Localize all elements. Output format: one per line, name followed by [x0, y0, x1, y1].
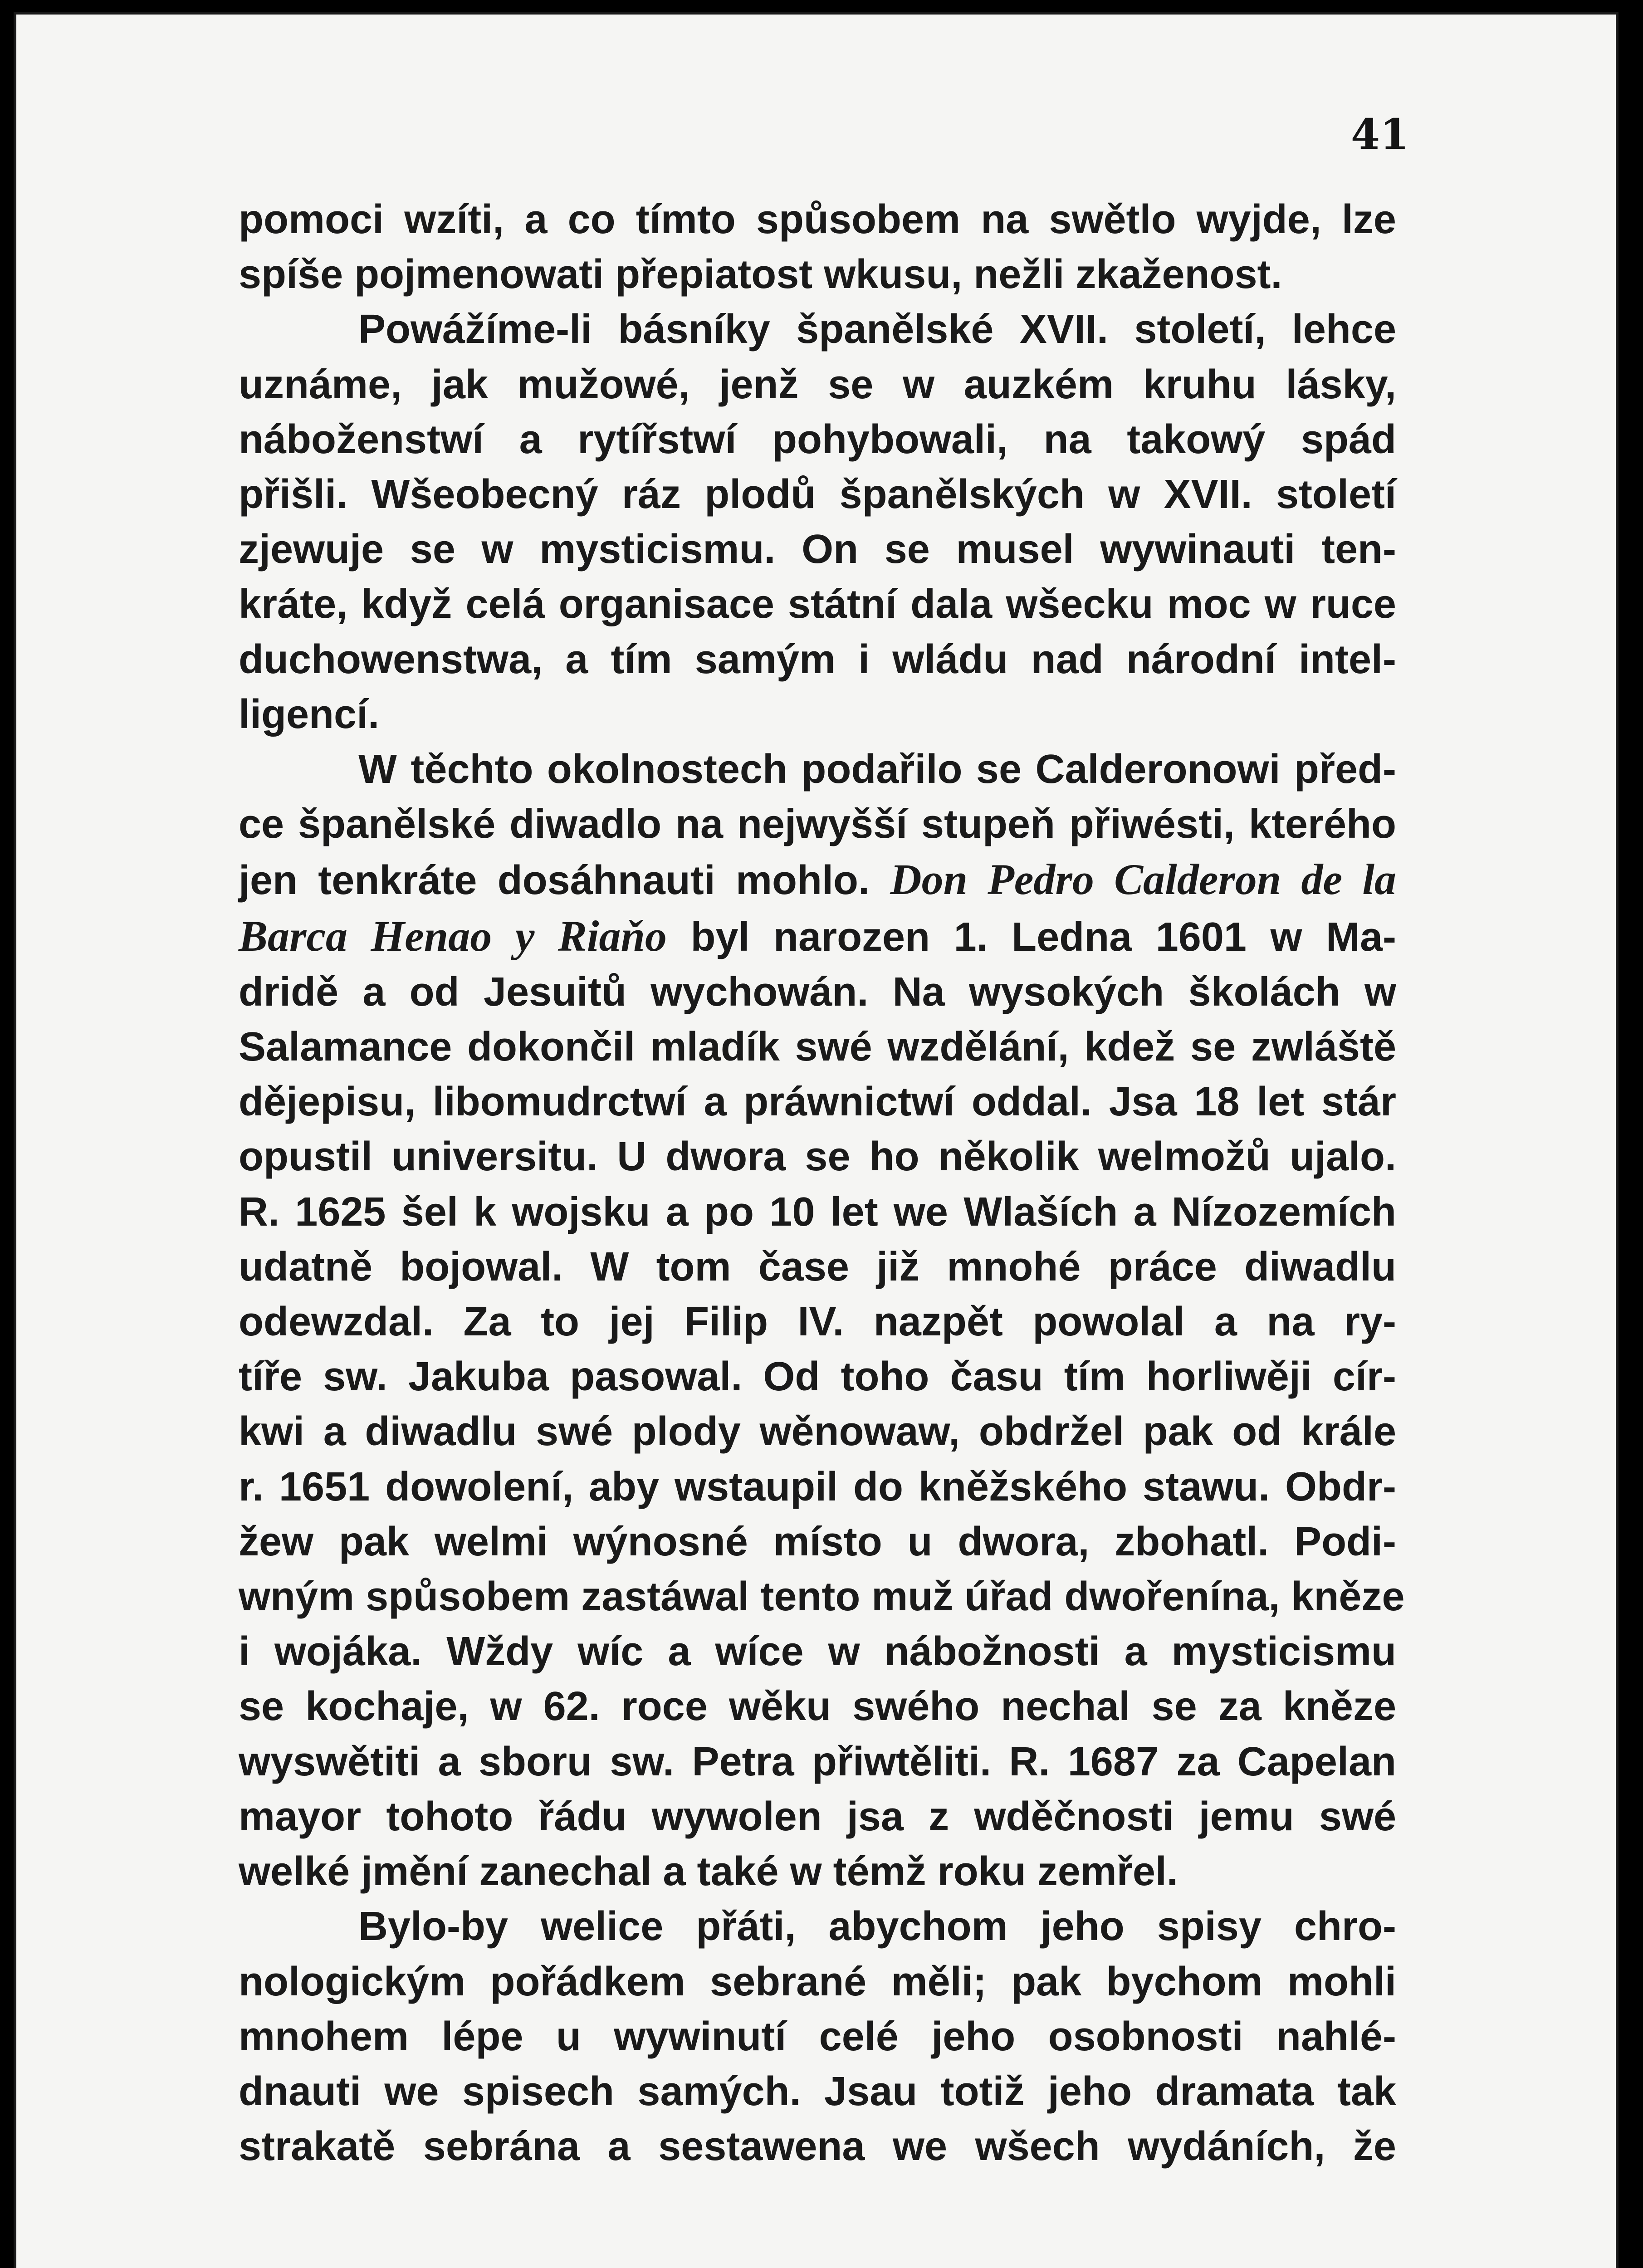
text-line: zjewuje se w mysticismu. On se musel wywinauti ten-	[239, 527, 1396, 572]
text-line: dridě a od Jesuitů wychowán. Na wysokých školách w	[239, 969, 1396, 1015]
text-fragment: jen tenkráte dosáhnauti mohlo.	[239, 858, 870, 904]
book-page	[14, 12, 1619, 2268]
paragraph-3	[239, 742, 1405, 1899]
text-line: spíše pojmenowati přepiatost wkusu, nežli zkaženost.	[239, 252, 1282, 298]
text-line: náboženstwí a rytířstwí pohybowali, na takowý spád	[239, 416, 1396, 462]
text-line: Salamance dokončil mladík swé wzdělání, kdež se zwláště	[239, 1024, 1396, 1070]
text-line: kráte, když celá organisace státní dala wšecku moc w ruce	[239, 582, 1396, 627]
text-line: dějepisu, libomudrctwí a práwnictwí oddal. Jsa 18 let stár	[239, 1079, 1396, 1125]
text-line: dnauti we spisech samých. Jsau totiž jeho dramata tak	[239, 2068, 1396, 2114]
text-line: Powážíme-li básníky španělské XVII. století, lehce	[358, 307, 1396, 352]
text-line: i wojáka. Wždy wíc a wíce w nábožnosti a mysticismu	[239, 1629, 1396, 1675]
text-line: žew pak welmi wýnosné místo u dwora, zbohatl. Podi-	[239, 1519, 1396, 1564]
text-line: uznáme, jak mužowé, jenž se w auzkém kruhu lásky,	[239, 362, 1396, 407]
text-line: mnohem lépe u wywinutí celé jeho osobnosti nahlé-	[239, 2014, 1396, 2059]
text-line: nologickým pořádkem sebrané měli; pak bychom mohli	[239, 1959, 1396, 2004]
body-text	[239, 192, 1405, 2174]
paragraph-2	[239, 302, 1396, 742]
text-line: kwi a diwadlu swé plody wěnowaw, obdržel pak od krále	[239, 1409, 1396, 1455]
text-line: R. 1625 šel k wojsku a po 10 let we Wlaších a Nízozemích	[239, 1189, 1396, 1235]
page-number: 41	[1350, 110, 1409, 159]
text-line: mayor tohoto řádu wywolen jsa z wděčnosti jemu swé	[239, 1794, 1396, 1839]
text-line: W těchto okolnostech podařilo se Calderonowi před-	[358, 747, 1396, 792]
text-line: ce španělské diwadlo na nejwyšší stupeň přiwésti, kterého	[239, 802, 1396, 847]
text-line: strakatě sebrána a sestawena we wšech wydáních, že	[239, 2124, 1396, 2170]
text-line: odewzdal. Za to jej Filip IV. nazpět powolal a na ry-	[239, 1299, 1396, 1345]
text-line: welké jmění zanechal a také w témž roku zemřel.	[239, 1849, 1178, 1895]
text-fragment: byl narozen 1. Ledna 1601 w Ma-	[690, 914, 1397, 960]
italic-name: Barca Henao y Riaňo	[239, 911, 667, 960]
text-line: přišli. Wšeobecný ráz plodů španělských w XVII. století	[239, 472, 1396, 518]
text-line	[239, 909, 1396, 965]
text-line: tíře sw. Jakuba pasowal. Od toho času tím horliwěji cír-	[239, 1354, 1396, 1400]
text-line: r. 1651 dowolení, aby wstaupil do kněžského stawu. Obdr-	[239, 1464, 1396, 1510]
paragraph-1	[239, 192, 1396, 302]
text-line: opustil universitu. U dwora se ho několik welmožů ujalo.	[239, 1134, 1396, 1180]
text-line: Bylo-by welice přáti, abychom jeho spisy chro-	[358, 1904, 1396, 1950]
text-line: pomoci wzíti, a co tímto spůsobem na swětlo wyjde, lze	[239, 197, 1396, 242]
text-line: ligencí.	[239, 691, 380, 737]
italic-name: Don Pedro Calderon de la	[890, 855, 1396, 904]
text-line: wyswětiti a sboru sw. Petra přiwtěliti. R. 1687 za Capelan	[239, 1739, 1396, 1784]
text-line: wným spůsobem zastáwal tento muž úřad dwořenína, kněze	[239, 1574, 1405, 1620]
text-line: udatně bojowal. W tom čase již mnohé práce diwadlu	[239, 1244, 1396, 1290]
text-line: duchowenstwa, a tím samým i wládu nad národní intel-	[239, 636, 1396, 682]
paragraph-4	[239, 1899, 1396, 2174]
text-line	[239, 852, 1396, 908]
text-line: se kochaje, w 62. roce wěku swého nechal se za kněze	[239, 1684, 1396, 1730]
